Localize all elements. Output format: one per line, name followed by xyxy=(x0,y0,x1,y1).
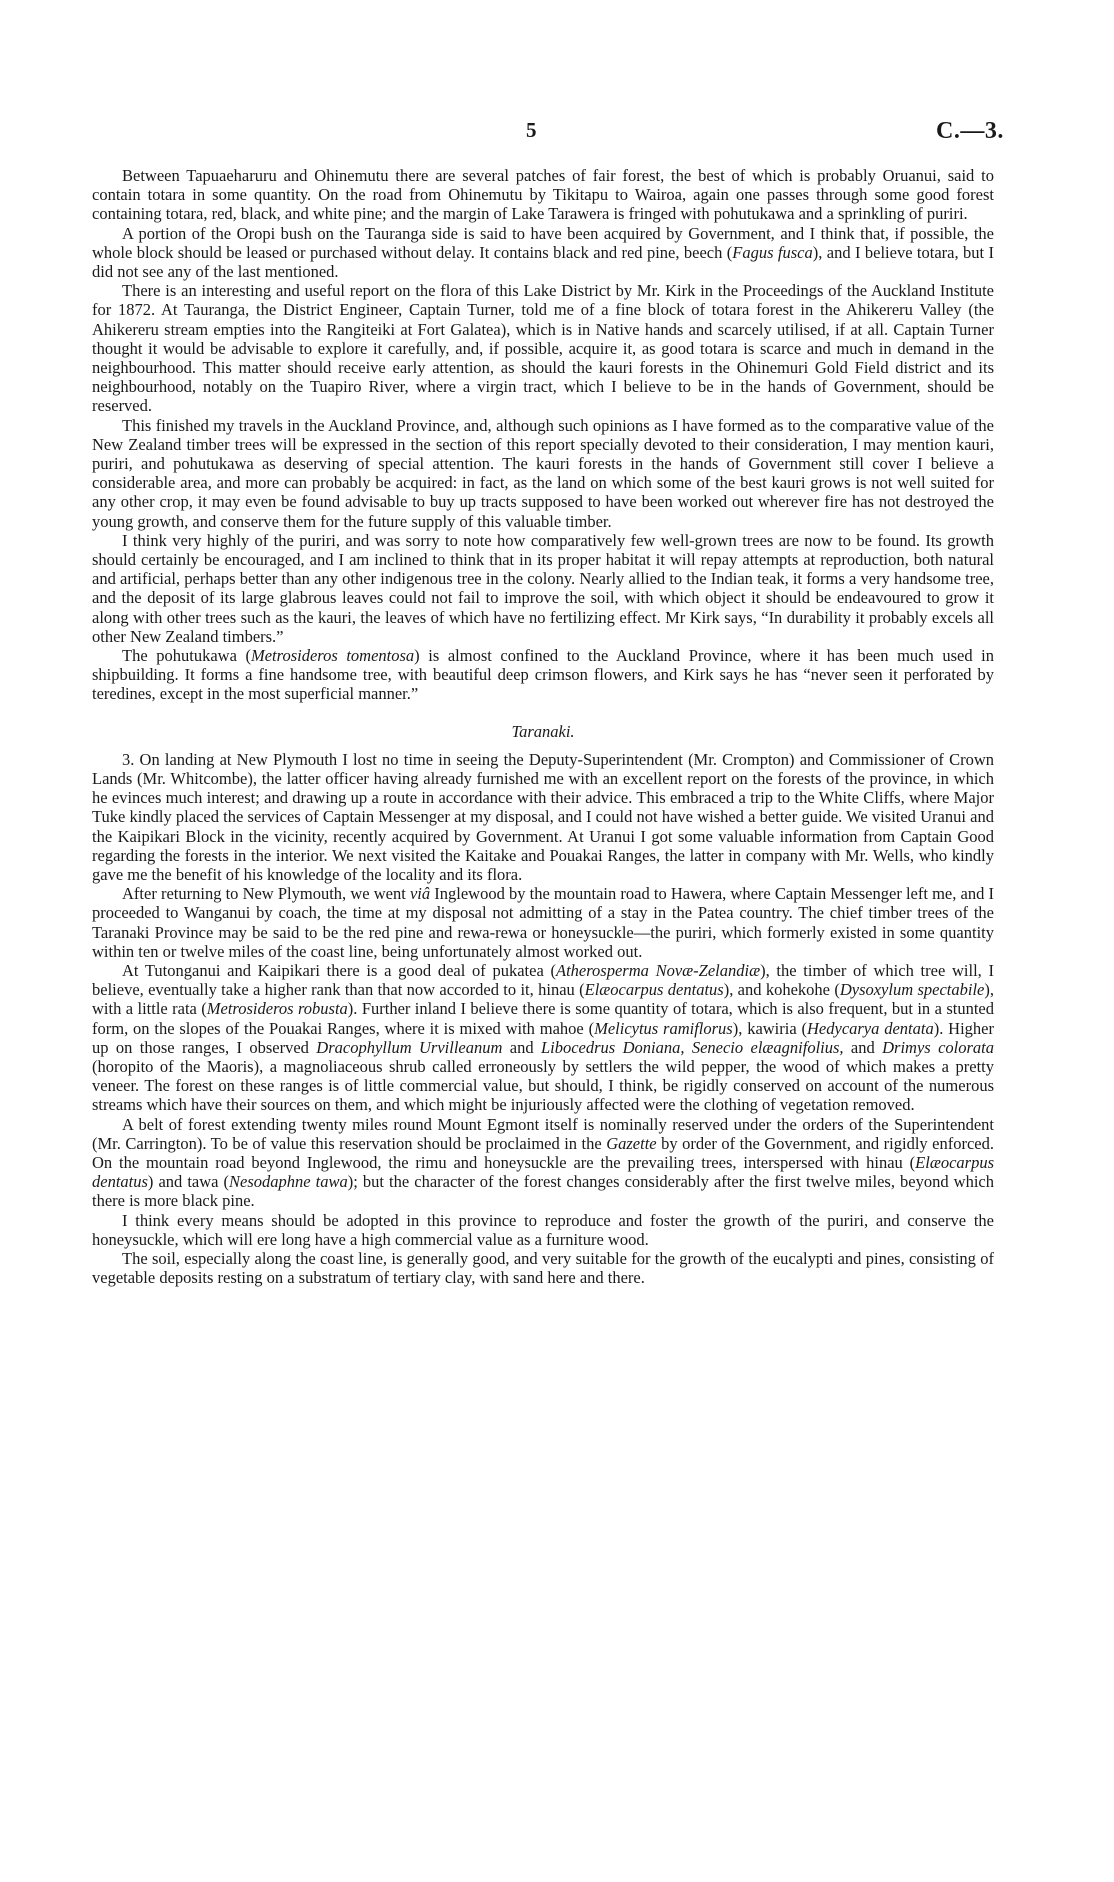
italic-text: Dysoxylum spectabile xyxy=(839,980,985,1000)
paragraph xyxy=(92,224,994,282)
italic-text: Nesodaphne tawa xyxy=(229,1172,348,1192)
intro-section xyxy=(92,166,994,704)
italic-text: Libocedrus Doniana, Senecio elæagnifolius, xyxy=(540,1037,844,1057)
paragraph xyxy=(92,1211,994,1249)
page-number: 5 xyxy=(526,118,537,142)
italic-text: Metrosideros robusta xyxy=(206,999,348,1019)
text-run: There is an interesting and useful report on the flora of this Lake District by Mr. Kirk in the Proceedings of the Auckland Institute for 1872. At Tauranga, the District Engineer, Captain Turner, told me of a fine block of totara forest in the Ahikereru Valley (the Ahikereru stream empties into the Rangiteiki at Fort Galatea), which is in Native hands and scarcely utilised, if at all. Captain Turner thought it would be advisable to explore it carefully, and, if possible, acquire it, as good totara is scarce and much in demand in the neighbourhood. This matter should receive early attention, as should the kauri forests in the Ohinemuri Gold Field district and its neighbourhood, notably on the Tuapiro River, where a virgin tract, which I believe to be in the hands of Government, should be reserved. xyxy=(92,281,994,416)
text-run: Inglewood by the mountain road to Hawera, where Captain Messenger left me, and I proceeded to Wanganui by coach, the time at my disposal not admitting of a stay in the Patea country. The chief timber trees of the Taranaki Province may be said to be the red pine and rewa-rewa or honeysuckle—the puriri, which formerly existed in some quantity within ten or twelve miles of the coast line, being unfortunately almost worked out. xyxy=(92,884,994,961)
text-run: 3. On landing at New Plymouth I lost no time in seeing the Deputy-Superintendent (Mr. Crompton) and Commissioner of Crown Lands (Mr. Whitcombe), the latter officer having already furnished me with an excellent report on the forests of the province, in which he evinces much interest; and drawing up a route in accordance with their advice. This embraced a trip to the White Cliffs, where Major Tuke kindly placed the services of Captain Messenger at my disposal, and I could not have wished a better guide. We visited Uranui and the Kaipikari Block in the vicinity, recently acquired by Government. At Uranui I got some valuable information from Captain Good regarding the forests in the interior. We next visited the Kaitake and Pouakai Ranges, the latter in company with Mr. Wells, who kindly gave me the benefit of his knowledge of the locality and its flora. xyxy=(92,749,994,884)
paragraph xyxy=(92,884,994,961)
text-run: and xyxy=(502,1037,541,1057)
text-run: ); but the character of the forest changes considerably after the first twelve miles, beyond which there is more black pine. xyxy=(92,1172,994,1211)
text-run: and xyxy=(843,1037,883,1057)
text-run: A belt of forest extending twenty miles round Mount Egmont itself is nominally reserved under the orders of the Superintendent (Mr. Carrington). To be of value this reservation should be proclaimed in the xyxy=(92,1114,994,1153)
paragraph xyxy=(92,166,994,224)
text-run: (horopito of the Maoris), a magnoliaceous shrub called erroneously by settlers the wild pepper, the wood of which makes a pretty veneer. The forest on these ranges is of little commercial value, but should, I think, be rigidly conserved on account of the numerous streams which have their sources on them, and which might be injuriously affected were the clothing of vegetation removed. xyxy=(92,1056,994,1115)
paragraph xyxy=(92,646,994,704)
italic-text: Atherosperma Novæ-Zelandiæ xyxy=(555,960,761,980)
document-body xyxy=(92,166,994,1287)
italic-text: Fagus fusca xyxy=(732,242,813,262)
taranaki-section xyxy=(92,750,994,1288)
italic-text: Gazette xyxy=(606,1133,657,1153)
text-run: ) and tawa ( xyxy=(147,1172,230,1192)
italic-text: Dracophyllum Urvilleanum xyxy=(316,1037,503,1057)
italic-text: Elæocarpus dentatus xyxy=(584,980,724,1000)
paragraph xyxy=(92,1115,994,1211)
paragraph xyxy=(92,531,994,646)
text-run: The pohutukawa ( xyxy=(122,646,251,666)
text-run: I think every means should be adopted in this province to reproduce and foster the growth of the puriri, and conserve the honeysuckle, which will ere long have a high commercial value as a furniture wood. xyxy=(92,1210,994,1249)
text-run: I think very highly of the puriri, and was sorry to note how comparatively few well-grown trees are now to be found. Its growth should certainly be encouraged, and I am inclined to think that in its proper habitat it will repay attempts at reproduction, both natural and artificial, perhaps better than any other indigenous tree in the colony. Nearly allied to the Indian teak, it forms a very handsome tree, and the deposit of its large glabrous leaves could not fail to improve the soil, with which object it should be endeavoured to grow it along with other trees such as the kauri, the leaves of which have no fertilizing effect. Mr Kirk says, “In durability it probably excels all other New Zealand timbers.” xyxy=(92,530,994,646)
text-run: ), kawiria ( xyxy=(732,1018,807,1038)
text-run: At Tutonganui and Kaipikari there is a good deal of pukatea ( xyxy=(122,960,556,980)
text-run: A portion of the Oropi bush on the Tauranga side is said to have been acquired by Government, and I think that, if possible, the whole block should be leased or purchased without delay. It contains black and red pine, beech ( xyxy=(92,223,994,262)
text-run: ), and kohekohe ( xyxy=(723,980,840,1000)
text-run: by order of the Government, and rigidly enforced. On the mountain road beyond Inglewood, the rimu and honeysuckle are the prevailing trees, interspersed with hinau ( xyxy=(92,1133,994,1172)
text-run: The soil, especially along the coast line, is generally good, and very suitable for the growth of the eucalypti and pines, consisting of vegetable deposits resting on a substratum of tertiary clay, with sand here and there. xyxy=(92,1248,994,1288)
italic-text: Drimys colorata xyxy=(882,1037,995,1057)
paragraph xyxy=(92,961,994,1115)
text-run: ). Higher up on those ranges, I observed xyxy=(92,1018,994,1057)
italic-text: viâ xyxy=(409,884,431,904)
page-header xyxy=(0,118,1114,148)
italic-text: Melicytus ramiflorus xyxy=(594,1018,733,1038)
paragraph xyxy=(92,1249,994,1287)
document-code: C.—3. xyxy=(936,118,1004,144)
text-run: ). Further inland I believe there is some quantity of totara, which is also frequent, but in a stunted form, on the slopes of the Pouakai Ranges, where it is mixed with mahoe ( xyxy=(92,999,994,1038)
italic-text: Elæocarpus dentatus xyxy=(92,1152,994,1192)
text-run: ) is almost confined to the Auckland Province, where it has been much used in shipbuilding. It forms a fine handsome tree, with beautiful deep crimson flowers, and Kirk says he has “never seen it perforated by teredines, except in the most superficial manner.” xyxy=(92,646,994,704)
text-run: ), and I believe totara, but I did not see any of the last mentioned. xyxy=(92,242,994,282)
text-run: Between Tapuaeharuru and Ohinemutu there are several patches of fair forest, the best of which is probably Oruanui, said to contain totara in some quantity. On the road from Ohinemutu by Tikitapu to Wairoa, again one passes through some good forest containing totara, red, black, and white pine; and the margin of Lake Tarawera is fringed with pohutukawa and a sprinkling of puriri. xyxy=(92,166,994,224)
italic-text: Hedycarya dentata xyxy=(807,1018,934,1038)
paragraph xyxy=(92,416,994,531)
italic-text: Metrosideros tomentosa xyxy=(250,646,415,666)
text-run: ), with a little rata ( xyxy=(92,980,994,1019)
text-run: After returning to New Plymouth, we went xyxy=(122,884,410,904)
text-run: ), the timber of which tree will, I believe, eventually take a higher rank than that now accorded to it, hinau ( xyxy=(92,960,994,1000)
text-run: This finished my travels in the Auckland Province, and, although such opinions as I have formed as to the comparative value of the New Zealand timber trees will be expressed in the section of this report specially devoted to their consideration, I may mention kauri, puriri, and pohutukawa as deserving of special attention. The kauri forests in the hands of Government still cover I believe a considerable area, and more can probably be acquired: in fact, as the land on which some of the best kauri grows is not well suited for any other crop, it may even be found advisable to buy up tracts supposed to have been worked out wherever fire has not destroyed the young growth, and conserve them for the future supply of this valuable timber. xyxy=(92,415,994,531)
paragraph xyxy=(92,281,994,415)
section-title-taranaki: Taranaki. xyxy=(511,721,575,741)
paragraph xyxy=(92,750,994,884)
